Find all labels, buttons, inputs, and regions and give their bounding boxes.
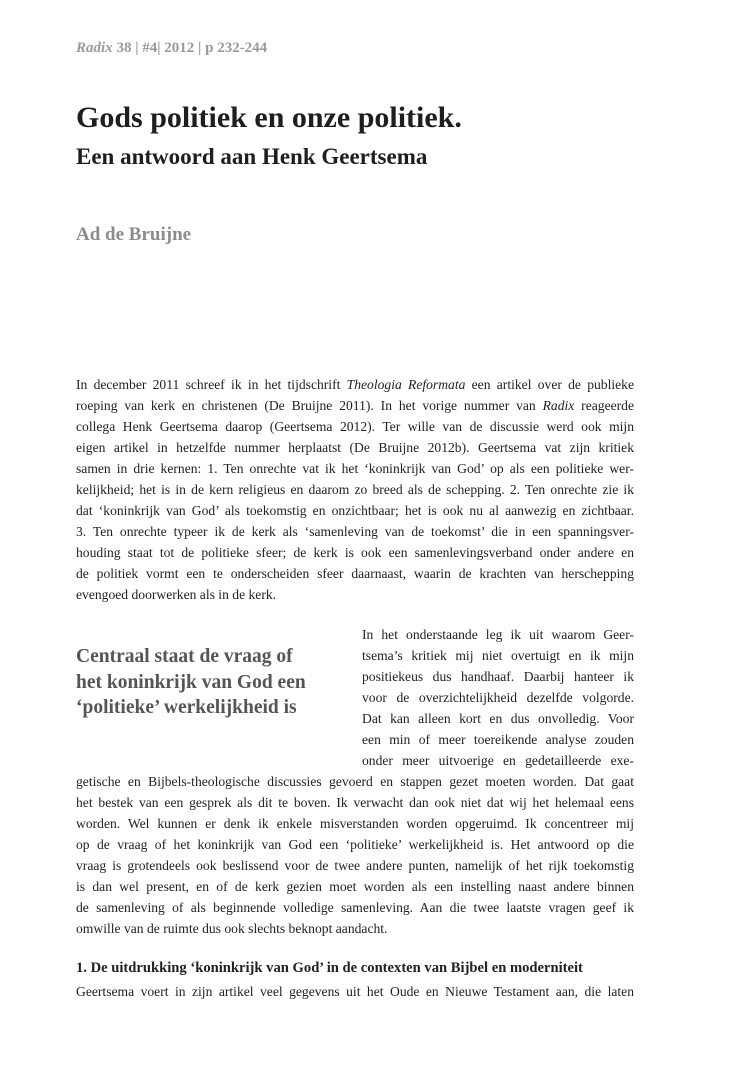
text-line: roeping van kerk en christenen (De Bruijne 2011). In het vorige nummer van Radix reageerde [76,398,634,413]
text-line: dat ‘koninkrijk van God’ als toekomstig en onzichtbaar; het is ook nu al aanwezig en zichtbaar. [76,503,634,518]
text-line: houding staat tot de politieke sfeer; de kerk is ook een samenlevingsverband onder andere en [76,545,634,560]
text-line: positiekeus dus handhaaf. Daarbij hanteer ik [362,669,634,684]
intro-paragraph [76,374,634,605]
text-line: omwille van de ruimte dus ook slechts beknopt aandacht. [76,921,388,936]
text-line: kelijkheid; het is in de kern religieus en daarom zo breed als de schepping. 2. Ten onrechte zie ik [76,482,634,497]
text-line: Centraal staat de vraag of [76,646,293,667]
text-line: Dat kan alleen kort en dus onvolledig. Voor [362,711,634,726]
text-line: voor de overzichtelijkheid dezelfde volgorde. [362,690,634,705]
text-line: vraag is grotendeels ook beslissend voor de twee andere punten, namelijk of het rijk toekomstig [76,858,634,873]
article-title: Gods politiek en onze politiek. [76,101,462,134]
text-line: op de vraag of het koninkrijk van God een ‘politieke’ werkelijkheid is. Het antwoord op die [76,837,634,852]
article-subtitle: Een antwoord aan Henk Geertsema [76,144,428,169]
text-line: eigen artikel in hetzelfde nummer herplaatst (De Bruijne 2012b). Geertsema vat zijn kritiek [76,440,634,455]
text-line: de politiek vormt een te onderscheiden sfeer daarnaast, waarin de krachten van herschepping [76,566,634,581]
column-paragraph [362,624,634,771]
pull-quote [76,644,306,721]
text-line: In het onderstaande leg ik uit waarom Geer- [362,627,634,642]
text-line: ‘politieke’ werkelijkheid is [76,697,297,718]
text-line: samen in drie kernen: 1. Ten onrechte vat ik het ‘koninkrijk van God’ op als een politieke wer- [76,461,634,476]
text-line: getische en Bijbels-theologische discussies gevoerd en stappen gezet moeten worden. Dat gaat [76,774,634,789]
text-line: In december 2011 schreef ik in het tijdschrift Theologia Reformata een artikel over de publieke [76,377,635,392]
author: Ad de Bruijne [76,224,192,245]
text-line: Geertsema voert in zijn artikel veel gegevens uit het Oude en Nieuwe Testament aan, die laten [76,984,634,999]
journal-name: Radix [76,40,113,56]
text-line: 3. Ten onrechte typeer ik de kerk als ‘samenleving van de toekomst’ die in een spanningsver- [76,524,634,539]
text-line: een min of meer toereikende analyse zouden [362,732,634,747]
text-line: evengoed doorwerken als in de kerk. [76,587,277,602]
text-line: is dan wel present, en of de kerk gezien moet worden als een instelling naast andere binnen [76,879,634,894]
text-line: tsema’s kritiek mij niet overtuigt en ik mijn [362,648,634,663]
text-line: het bestek van een gesprek als dit te boven. Ik verwacht dan ook niet dat wij het helemaal eens [76,795,634,810]
continued-paragraph [76,771,634,939]
text-line: de samenleving of als beginnende volledige samenleving. Aan die twee laatste vragen geef ik [76,900,634,915]
text-line: het koninkrijk van God een [76,671,306,693]
text-line: collega Henk Geertsema daarop (Geertsema 2012). Ter wille van de discussie werd ook mijn [76,419,634,434]
issue-info: 38 | #4| 2012 | p 232-244 [112,40,268,56]
section-paragraph [76,981,634,1002]
running-header [76,40,267,57]
text-line: onder meer uitvoerige en gedetailleerde exe- [362,753,634,768]
section-heading: 1. De uitdrukking ‘koninkrijk van God’ in de contexten van Bijbel en moderniteit [76,960,583,976]
text-line: worden. Wel kunnen er denk ik enkele misverstanden worden opgeruimd. Ik concentreer mij [76,816,634,831]
